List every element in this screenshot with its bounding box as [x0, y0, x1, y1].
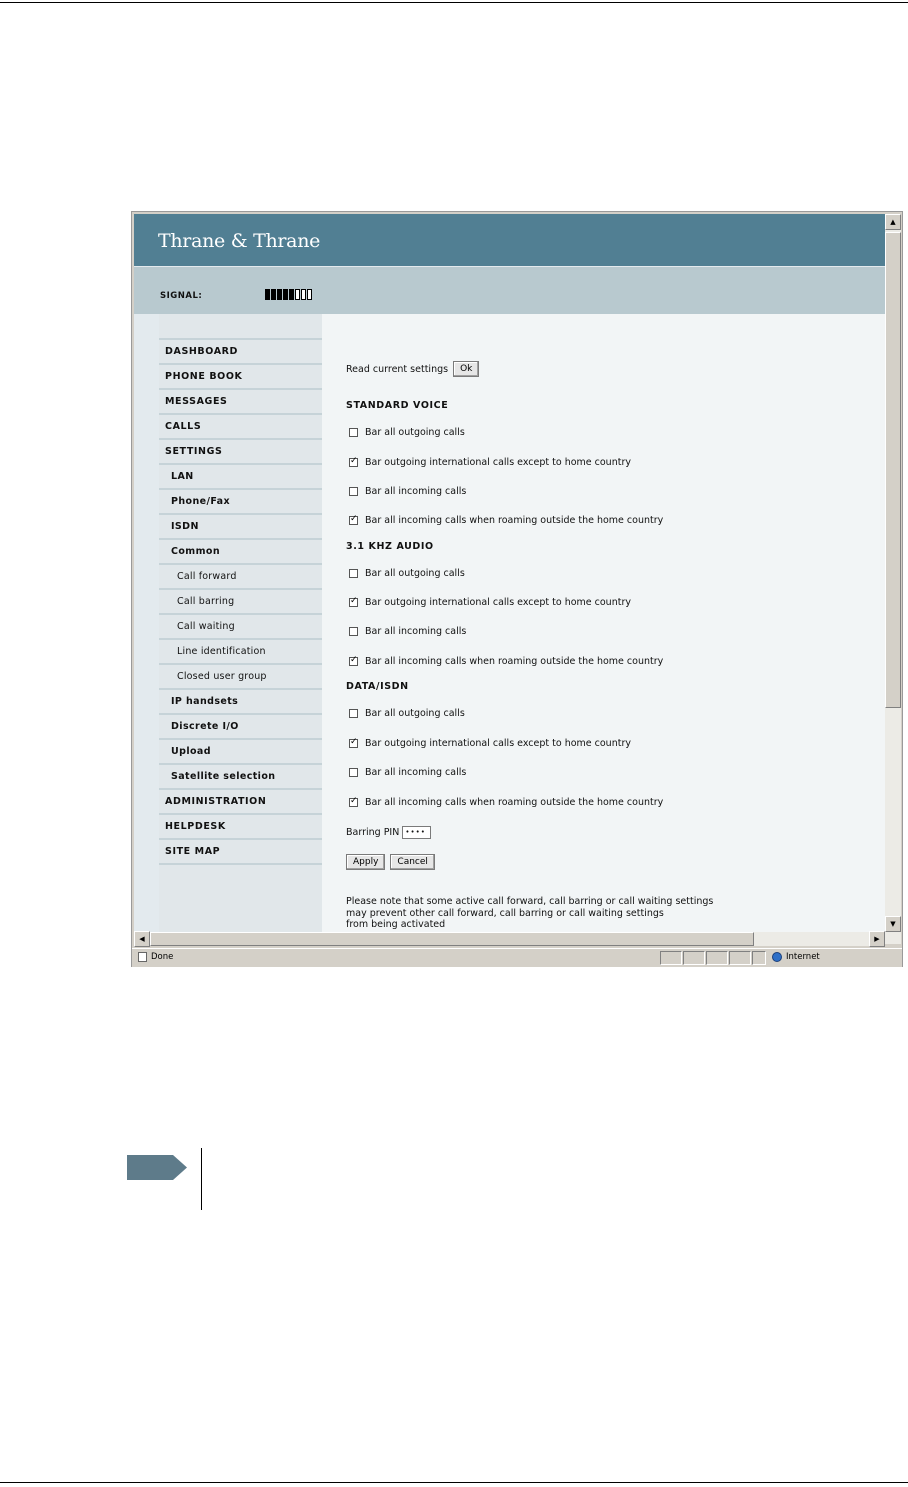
browser-window	[131, 211, 903, 967]
barring-option	[349, 767, 466, 778]
signal-bar	[134, 267, 885, 314]
signal-segment	[289, 289, 294, 300]
status-cell	[729, 951, 751, 965]
barring-checkbox[interactable]	[349, 709, 358, 718]
read-settings-row	[346, 361, 479, 377]
barring-option-label: Bar all outgoing calls	[365, 708, 465, 719]
scroll-left-icon[interactable]: ◀	[134, 931, 150, 947]
signal-segment	[271, 289, 276, 300]
barring-checkbox[interactable]	[349, 598, 358, 607]
barring-checkbox[interactable]	[349, 428, 358, 437]
signal-segment	[295, 289, 300, 300]
sidebar-item-common[interactable]: Common	[159, 540, 322, 565]
sidebar-item-call-waiting[interactable]: Call waiting	[159, 615, 322, 640]
vertical-scroll-thumb[interactable]	[885, 232, 901, 708]
sidebar-item-dashboard[interactable]: DASHBOARD	[159, 340, 322, 365]
signal-segment	[283, 289, 288, 300]
web-page-viewport	[134, 214, 885, 944]
horizontal-scroll-thumb[interactable]	[150, 932, 754, 946]
apply-button[interactable]: Apply	[346, 854, 385, 870]
horizontal-scrollbar[interactable]	[134, 932, 885, 946]
barring-option	[349, 486, 466, 497]
signal-segment	[307, 289, 312, 300]
signal-strength-meter	[265, 289, 312, 300]
barring-option-label: Bar all incoming calls	[365, 486, 467, 497]
barring-option	[349, 797, 663, 808]
signal-label: SIGNAL:	[160, 291, 203, 301]
barring-option-label: Bar outgoing international calls except to home country	[365, 457, 631, 468]
signal-segment	[301, 289, 306, 300]
signal-segment	[277, 289, 282, 300]
sidebar-item-satellite-selection[interactable]: Satellite selection	[159, 765, 322, 790]
barring-checkbox[interactable]	[349, 516, 358, 525]
barring-option	[349, 515, 663, 526]
barring-option-label: Bar all outgoing calls	[365, 427, 465, 438]
vertical-scrollbar[interactable]	[885, 214, 901, 944]
action-buttons	[346, 854, 435, 870]
barring-option-label: Bar outgoing international calls except to home country	[365, 597, 631, 608]
sidebar-item-messages[interactable]: MESSAGES	[159, 390, 322, 415]
barring-checkbox[interactable]	[349, 739, 358, 748]
barring-checkbox[interactable]	[349, 569, 358, 578]
cancel-button[interactable]: Cancel	[390, 854, 435, 870]
barring-checkbox[interactable]	[349, 487, 358, 496]
sidebar-item-phone-fax[interactable]: Phone/Fax	[159, 490, 322, 515]
barring-option-label: Bar all incoming calls when roaming outside the home country	[365, 656, 664, 667]
barring-option	[349, 457, 631, 468]
site-header	[134, 214, 885, 266]
nav-list	[159, 340, 322, 865]
barring-checkbox[interactable]	[349, 657, 358, 666]
barring-option	[349, 626, 466, 637]
barring-option	[349, 427, 465, 438]
note-divider	[201, 1148, 202, 1210]
section-title: STANDARD VOICE	[346, 400, 449, 411]
barring-option	[349, 597, 631, 608]
status-bar	[132, 948, 902, 967]
barring-option	[349, 568, 465, 579]
page-top-rule	[0, 2, 908, 3]
status-text: Done	[151, 952, 174, 962]
barring-option	[349, 738, 631, 749]
sidebar-item-settings[interactable]: SETTINGS	[159, 440, 322, 465]
sidebar-item-closed-user-group[interactable]: Closed user group	[159, 665, 322, 690]
scroll-down-icon[interactable]: ▼	[885, 916, 901, 932]
globe-icon	[772, 952, 782, 962]
scroll-right-icon[interactable]: ▶	[869, 931, 885, 947]
barring-option-label: Bar all incoming calls	[365, 626, 467, 637]
security-zone	[772, 952, 820, 962]
barring-checkbox[interactable]	[349, 798, 358, 807]
settings-note	[346, 896, 776, 931]
ok-button[interactable]: Ok	[453, 361, 479, 377]
status-cell	[683, 951, 705, 965]
sidebar-item-call-forward[interactable]: Call forward	[159, 565, 322, 590]
barring-option-label: Bar all incoming calls	[365, 767, 467, 778]
page-bottom-rule	[0, 1482, 908, 1483]
zone-label: Internet	[786, 952, 820, 962]
sidebar-item-isdn[interactable]: ISDN	[159, 515, 322, 540]
sidebar-item-discrete-i-o[interactable]: Discrete I/O	[159, 715, 322, 740]
barring-checkbox[interactable]	[349, 768, 358, 777]
sidebar-item-upload[interactable]: Upload	[159, 740, 322, 765]
sidebar-item-line-identification[interactable]: Line identification	[159, 640, 322, 665]
brand-logo: Thrane & Thrane	[158, 230, 321, 252]
left-margin	[134, 314, 159, 944]
sidebar-nav	[159, 314, 322, 944]
barring-option-label: Bar outgoing international calls except to home country	[365, 738, 631, 749]
barring-pin-input[interactable]: ••••	[402, 826, 431, 839]
sidebar-item-ip-handsets[interactable]: IP handsets	[159, 690, 322, 715]
barring-option-label: Bar all outgoing calls	[365, 568, 465, 579]
barring-option	[349, 708, 465, 719]
status-cell	[660, 951, 682, 965]
sidebar-item-administration[interactable]: ADMINISTRATION	[159, 790, 322, 815]
sidebar-item-site-map[interactable]: SITE MAP	[159, 840, 322, 865]
barring-checkbox[interactable]	[349, 458, 358, 467]
status-cell	[706, 951, 728, 965]
scroll-up-icon[interactable]: ▲	[885, 214, 901, 230]
page-icon	[138, 952, 147, 962]
section-title: 3.1 KHZ AUDIO	[346, 541, 434, 552]
sidebar-spacer	[159, 314, 322, 340]
barring-pin-label: Barring PIN	[346, 827, 400, 838]
note-line: Please note that some active call forward, call barring or call waiting settings	[346, 896, 714, 907]
read-settings-label: Read current settings	[346, 363, 449, 375]
note-line: may prevent other call forward, call barring or call waiting settings	[346, 907, 664, 919]
sidebar-item-lan[interactable]: LAN	[159, 465, 322, 490]
status-cell	[752, 951, 766, 965]
barring-checkbox[interactable]	[349, 627, 358, 636]
sidebar-item-helpdesk[interactable]: HELPDESK	[159, 815, 322, 840]
barring-pin-row	[346, 826, 431, 839]
note-line: from being activated	[346, 919, 446, 930]
barring-option-label: Bar all incoming calls when roaming outside the home country	[365, 797, 664, 808]
barring-option-label: Bar all incoming calls when roaming outside the home country	[365, 515, 664, 526]
sidebar-item-calls[interactable]: CALLS	[159, 415, 322, 440]
note-arrow-icon	[127, 1155, 187, 1180]
section-title: DATA/ISDN	[346, 681, 409, 692]
main-content	[322, 314, 885, 944]
status-done	[138, 952, 173, 962]
sidebar-item-phone-book[interactable]: PHONE BOOK	[159, 365, 322, 390]
signal-segment	[265, 289, 270, 300]
sidebar-item-call-barring[interactable]: Call barring	[159, 590, 322, 615]
barring-option	[349, 656, 663, 667]
